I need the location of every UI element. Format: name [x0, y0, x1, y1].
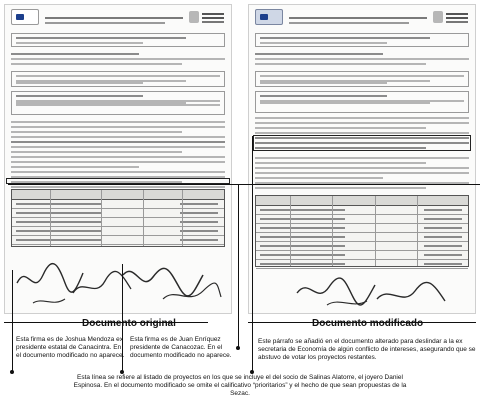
original-projects-table: [11, 189, 225, 247]
joshua-signature-caption: Esta firma es de Joshua Mendoza ex presidente estatal de Canacintra. En el documento modificado no aparece.: [16, 336, 125, 359]
joshua-pointer-dot: [10, 370, 14, 374]
modified-projects-table: [255, 195, 469, 267]
modified-document-image: [248, 4, 476, 314]
modified-text-section-1: [255, 53, 469, 68]
right-document-logo-icon: [255, 9, 283, 25]
original-info-box: [11, 33, 225, 47]
modified-info-box: [255, 33, 469, 47]
modified-signatures: [257, 271, 469, 311]
projects-line-dot: [236, 346, 240, 350]
original-document-header: [11, 9, 225, 29]
left-document-logo-icon: [11, 9, 39, 25]
original-text-section-1: [11, 53, 225, 68]
added-paragraph-caption: Este párrafo se añadió en el documento alterado para deslindar a la ex secretaria de Economía de algún conflicto de intereses, asegurando que se abstuvo de votar los proyectos restantes.: [258, 338, 476, 361]
modified-added-paragraph: [255, 137, 469, 152]
government-seal-icon: [433, 9, 469, 25]
modified-summary-box: [255, 71, 469, 87]
joshua-signature-pointer: [12, 270, 13, 372]
juan-signature-caption: Esta firma es de Juan Enríquez presidente de Canacozac. En el documento modificado no aparece.: [130, 336, 232, 359]
original-document-label: Documento original: [82, 318, 176, 329]
original-requirements-box: [11, 91, 225, 115]
projects-line-connector: [8, 184, 480, 185]
original-document-image: [4, 4, 232, 314]
modified-document-label: Documento modificado: [312, 318, 424, 329]
projects-line-caption: Esta línea se refiere al listado de proyectos en los que se incluye el del socio de Salinas Alatorre, el joyero Daniel Espinosa. En el documento modificado se omite el calificativo “prioritarios” y el hecho de que sean propuestas de la Sezac.: [73, 374, 407, 397]
modified-requirements-box: [255, 91, 469, 113]
projects-line-pointer: [238, 184, 239, 348]
government-seal-icon: [189, 9, 225, 25]
added-paragraph-highlight: [253, 135, 471, 151]
added-paragraph-pointer: [252, 136, 253, 372]
original-signatures: [13, 253, 225, 311]
original-summary-box: [11, 71, 225, 87]
modified-body-paragraphs-2: [255, 157, 469, 192]
modified-document-header: [255, 9, 469, 29]
